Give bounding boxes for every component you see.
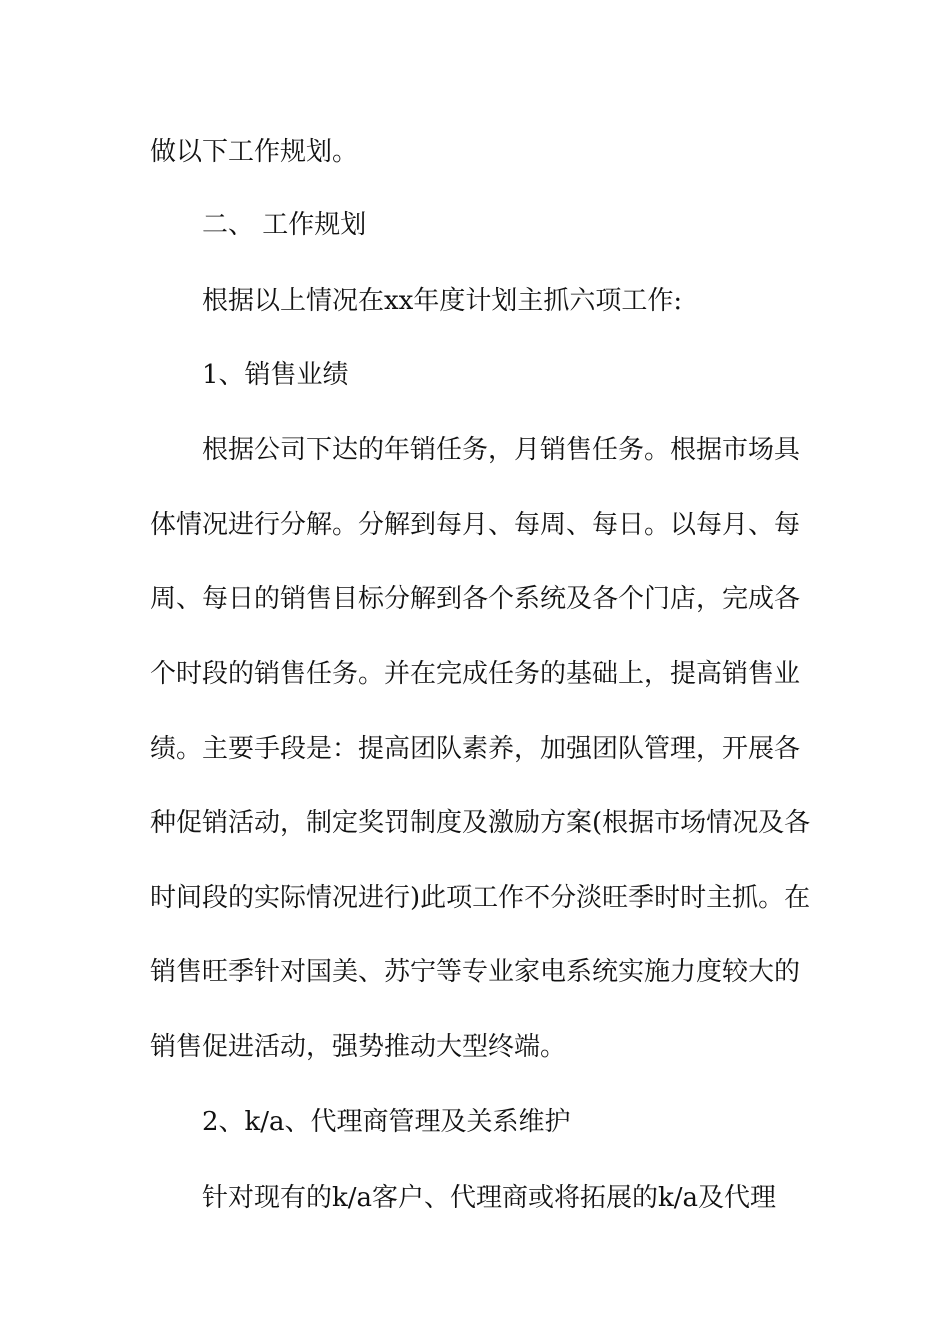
paragraph-line: 时间段的实际情况进行)此项工作不分淡旺季时时主抓。在 xyxy=(150,883,811,913)
paragraph-line: 体情况进行分解。分解到每月、每周、每日。以每月、每 xyxy=(150,510,801,540)
paragraph-line: 根据公司下达的年销任务，月销售任务。根据市场具 xyxy=(202,435,801,465)
paragraph-line: 销售旺季针对国美、苏宁等专业家电系统实施力度较大的 xyxy=(150,957,801,987)
subsection-heading: 2、k/a、代理商管理及关系维护 xyxy=(202,1107,571,1137)
subsection-heading: 1、销售业绩 xyxy=(202,360,349,390)
paragraph-line: 个时段的销售任务。并在完成任务的基础上，提高销售业 xyxy=(150,659,801,689)
paragraph-line: 针对现有的k/a客户、代理商或将拓展的k/a及代理 xyxy=(202,1183,777,1213)
text-line: 根据以上情况在xx年度计划主抓六项工作: xyxy=(202,286,683,316)
paragraph-line: 销售促进活动，强势推动大型终端。 xyxy=(150,1032,567,1062)
text-line: 做以下工作规划。 xyxy=(150,137,359,167)
paragraph-line: 绩。主要手段是：提高团队素养，加强团队管理，开展各 xyxy=(150,734,801,764)
paragraph-line: 周、每日的销售目标分解到各个系统及各个门店，完成各 xyxy=(150,584,801,614)
section-heading: 二、 工作规划 xyxy=(202,210,367,240)
paragraph-line: 种促销活动，制定奖罚制度及激励方案(根据市场情况及各 xyxy=(150,808,811,838)
